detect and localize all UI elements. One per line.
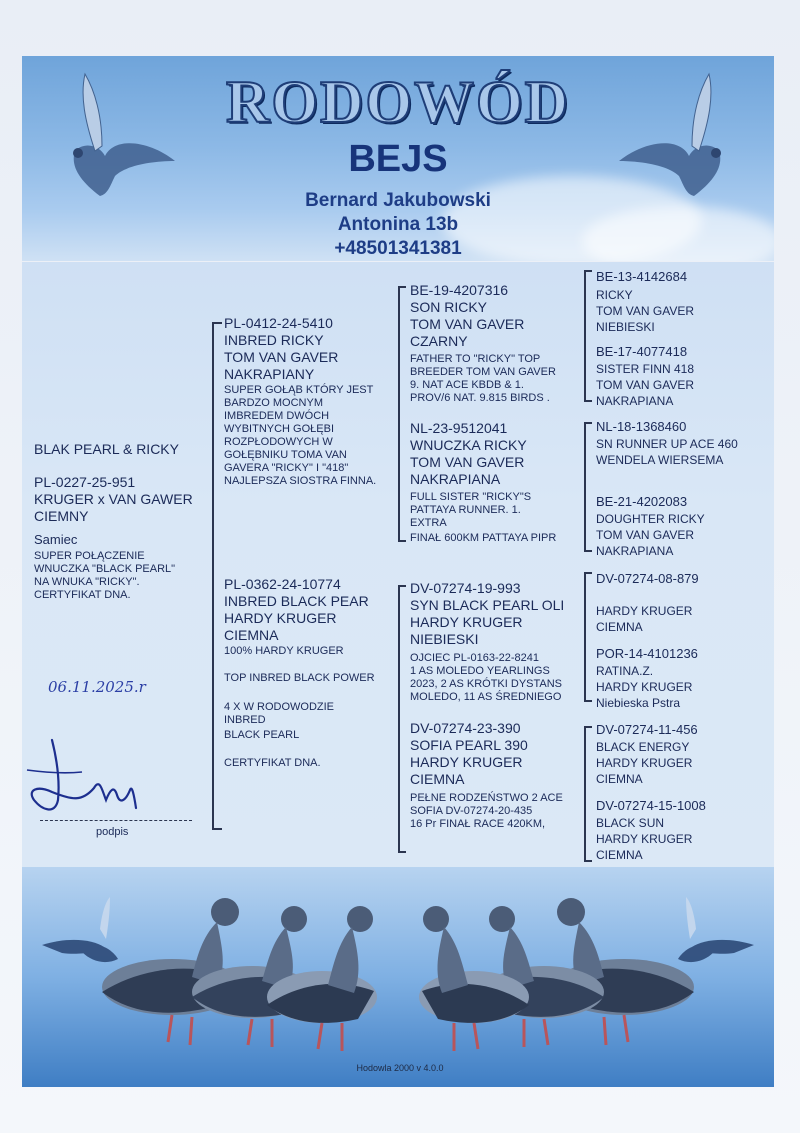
signature-line bbox=[40, 820, 192, 821]
sire-sire-name: SON RICKY bbox=[410, 299, 488, 315]
dam-sire-ring: DV-07274-19-993 bbox=[410, 580, 521, 596]
subject-sex: Samiec bbox=[34, 532, 78, 547]
sire-dam-name: WNUCZKA RICKY bbox=[410, 437, 527, 453]
dam-sire-note: 2023, 2 AS KRÓTKI DYSTANS bbox=[410, 678, 563, 690]
gen4-ring: POR-14-4101236 bbox=[596, 646, 698, 661]
gen4-line: SN RUNNER UP ACE 460 bbox=[596, 437, 738, 451]
subject-note: NA WNUKA "RICKY". bbox=[34, 576, 140, 588]
gen4-line: HARDY KRUGER bbox=[596, 756, 693, 770]
sire-dam-ring: NL-23-9512041 bbox=[410, 420, 508, 436]
dam-note: 4 X W RODOWODZIE bbox=[224, 701, 334, 713]
bracket-line bbox=[212, 828, 222, 830]
bracket-line bbox=[584, 726, 592, 728]
gen4-ring: BE-17-4077418 bbox=[596, 344, 688, 359]
dam-note: 100% HARDY KRUGER bbox=[224, 645, 344, 657]
dam-ring: PL-0362-24-10774 bbox=[224, 576, 341, 592]
dam-note: TOP INBRED BLACK POWER bbox=[224, 672, 375, 684]
sire-breeder: TOM VAN GAVER bbox=[224, 349, 339, 365]
dam-sire-note: MOLEDO, 11 AS ŚREDNIEGO bbox=[410, 691, 562, 703]
pigeons-illustration-icon bbox=[22, 867, 774, 1087]
dam-dam-note: SOFIA DV-07274-20-435 bbox=[410, 805, 533, 817]
owner-name: Bernard Jakubowski bbox=[305, 190, 491, 211]
bracket-line bbox=[584, 726, 586, 862]
sire-dam-note: FINAŁ 600KM PATTAYA PIPR bbox=[410, 532, 557, 544]
bracket-line bbox=[584, 550, 592, 552]
handwritten-signature bbox=[22, 730, 152, 825]
sire-dam-note: EXTRA bbox=[410, 517, 447, 529]
owner-phone: +48501341381 bbox=[334, 238, 462, 259]
dam-sire-note: 1 AS MOLEDO YEARLINGS bbox=[410, 665, 550, 677]
dam-name: INBRED BLACK PEAR bbox=[224, 593, 369, 609]
subject-ring: PL-0227-25-951 bbox=[34, 474, 136, 490]
subject-note: SUPER POŁĄCZENIE bbox=[34, 550, 145, 562]
sire-note: BARDZO MOCNYM bbox=[224, 397, 323, 409]
dam-dam-name: SOFIA PEARL 390 bbox=[410, 737, 528, 753]
dam-dam-breeder: HARDY KRUGER bbox=[410, 754, 523, 770]
bracket-line bbox=[398, 585, 400, 853]
sire-dam-note: FULL SISTER "RICKY"S bbox=[410, 491, 532, 503]
dam-color: CIEMNA bbox=[224, 627, 279, 643]
sire-sire-note: PROV/6 NAT. 9.815 BIRDS . bbox=[410, 392, 550, 404]
sire-dam-color: NAKRAPIANA bbox=[410, 471, 501, 487]
dam-dam-color: CIEMNA bbox=[410, 771, 465, 787]
subject-note: CERTYFIKAT DNA. bbox=[34, 589, 131, 601]
gen4-line: RATINA.Z. bbox=[596, 664, 654, 678]
bracket-line bbox=[584, 270, 592, 272]
bracket-line bbox=[584, 572, 586, 702]
gen4-line: TOM VAN GAVER bbox=[596, 378, 695, 392]
bracket-line bbox=[584, 860, 592, 862]
gen4-line: RICKY bbox=[596, 288, 633, 302]
dam-sire-name: SYN BLACK PEARL OLI bbox=[410, 597, 565, 613]
sire-ring: PL-0412-24-5410 bbox=[224, 315, 333, 331]
gen4-line: DOUGHTER RICKY bbox=[596, 512, 705, 526]
gen4-line: HARDY KRUGER bbox=[596, 832, 693, 846]
software-version: Hodowla 2000 v 4.0.0 bbox=[356, 1063, 444, 1073]
bracket-line bbox=[398, 286, 406, 288]
dam-dam-note: PEŁNE RODZEŃSTWO 2 ACE bbox=[410, 792, 563, 804]
dam-dam-ring: DV-07274-23-390 bbox=[410, 720, 521, 736]
loft-name: BEJS bbox=[348, 138, 448, 180]
sire-name: INBRED RICKY bbox=[224, 332, 324, 348]
sire-note: NAJLEPSZA SIOSTRA FINNA. bbox=[224, 475, 377, 487]
gen4-line: CIEMNA bbox=[596, 848, 643, 862]
bracket-line bbox=[398, 585, 406, 587]
dam-note: BLACK PEARL bbox=[224, 729, 300, 741]
gen4-ring: DV-07274-11-456 bbox=[596, 722, 698, 737]
owner-address: Antonina 13b bbox=[337, 214, 459, 235]
subject-name: BLAK PEARL & RICKY bbox=[34, 441, 179, 457]
gen4-line: NIEBIESKI bbox=[596, 320, 655, 334]
bracket-line bbox=[584, 270, 586, 402]
bracket-line bbox=[584, 422, 586, 552]
sire-sire-note: 9. NAT ACE KBDB & 1. bbox=[410, 379, 524, 391]
bracket-line bbox=[212, 322, 214, 830]
footer-banner bbox=[22, 867, 774, 1087]
gen4-ring: BE-13-4142684 bbox=[596, 269, 688, 284]
bracket-line bbox=[584, 400, 592, 402]
sire-note: ROZPŁODOWYCH W bbox=[224, 436, 333, 448]
sire-sire-ring: BE-19-4207316 bbox=[410, 282, 509, 298]
signature-label: podpis bbox=[96, 826, 129, 838]
gen4-line: SISTER FINN 418 bbox=[596, 362, 695, 376]
subject-note: WNUCZKA "BLACK PEARL" bbox=[34, 563, 176, 575]
gen4-line: TOM VAN GAVER bbox=[596, 304, 695, 318]
sire-note: GAVERA "RICKY" I "418" bbox=[224, 462, 349, 474]
bracket-line bbox=[584, 572, 592, 574]
gen4-line: WENDELA WIERSEMA bbox=[596, 453, 724, 467]
dam-sire-breeder: HARDY KRUGER bbox=[410, 614, 523, 630]
dam-sire-color: NIEBIESKI bbox=[410, 631, 479, 647]
subject-color: CIEMNY bbox=[34, 508, 89, 524]
sire-sire-breeder: TOM VAN GAVER bbox=[410, 316, 525, 332]
gen4-ring: DV-07274-15-1008 bbox=[596, 798, 706, 813]
gen4-line: NAKRAPIANA bbox=[596, 394, 674, 408]
page-title: RODOWÓD bbox=[226, 69, 570, 135]
gen4-line: CIEMNA bbox=[596, 620, 643, 634]
gen4-line: NAKRAPIANA bbox=[596, 544, 674, 558]
header-banner bbox=[22, 56, 774, 261]
dam-note: INBRED bbox=[224, 714, 266, 726]
bracket-line bbox=[212, 322, 222, 324]
dam-sire-note: OJCIEC PL-0163-22-8241 bbox=[410, 652, 540, 664]
subject-breed: KRUGER x VAN GAWER bbox=[34, 491, 193, 507]
gen4-line: HARDY KRUGER bbox=[596, 604, 693, 618]
gen4-line: TOM VAN GAVER bbox=[596, 528, 695, 542]
bracket-line bbox=[584, 700, 592, 702]
handwritten-date: 06.11.2025.r bbox=[48, 678, 146, 696]
gen4-line: CIEMNA bbox=[596, 772, 643, 786]
gen4-line: BLACK SUN bbox=[596, 816, 665, 830]
gen4-ring: NL-18-1368460 bbox=[596, 419, 687, 434]
gen4-ring: DV-07274-08-879 bbox=[596, 571, 699, 586]
dam-note: CERTYFIKAT DNA. bbox=[224, 757, 321, 769]
dam-breeder: HARDY KRUGER bbox=[224, 610, 337, 626]
bracket-line bbox=[398, 540, 406, 542]
sire-color: NAKRAPIANY bbox=[224, 366, 315, 382]
bracket-line bbox=[398, 286, 400, 542]
sire-sire-note: FATHER TO "RICKY" TOP bbox=[410, 353, 541, 365]
bracket-line bbox=[398, 851, 406, 853]
gen4-line: BLACK ENERGY bbox=[596, 740, 690, 754]
sire-note: GOŁĘBNIKU TOMA VAN bbox=[224, 449, 347, 461]
sire-sire-color: CZARNY bbox=[410, 333, 468, 349]
sire-note: WYBITNYCH GOŁĘBI bbox=[224, 423, 335, 435]
sire-dam-note: PATTAYA RUNNER. 1. bbox=[410, 504, 521, 516]
sire-note: IMBREDEM DWÓCH bbox=[224, 410, 330, 422]
dam-dam-note: 16 Pr FINAŁ RACE 420KM, bbox=[410, 818, 546, 830]
gen4-ring: BE-21-4202083 bbox=[596, 494, 688, 509]
gen4-line: HARDY KRUGER bbox=[596, 680, 693, 694]
sire-sire-note: BREEDER TOM VAN GAVER bbox=[410, 366, 556, 378]
gen4-line: Niebieska Pstra bbox=[596, 696, 681, 710]
bracket-line bbox=[584, 422, 592, 424]
sire-dam-breeder: TOM VAN GAVER bbox=[410, 454, 525, 470]
sire-note: SUPER GOŁĄB KTÓRY JEST bbox=[224, 384, 374, 396]
